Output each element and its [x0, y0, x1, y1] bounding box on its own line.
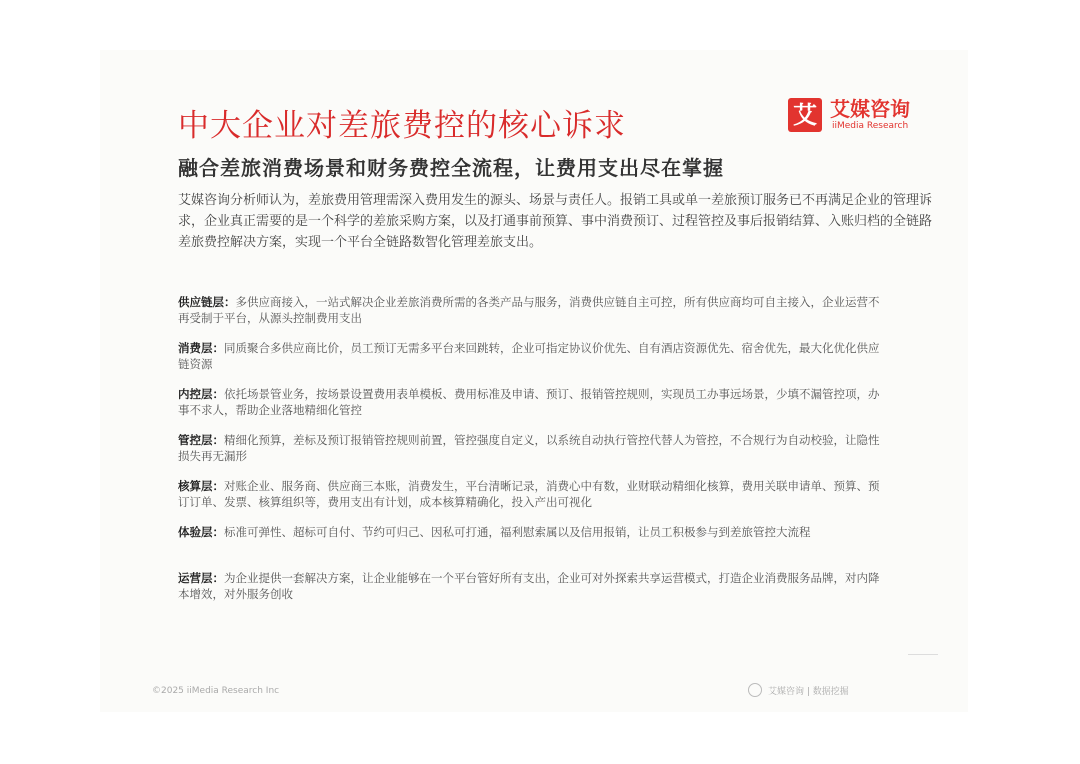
layer-description: 为企业提供一套解决方案，让企业能够在一个平台管好所有支出，企业可对外探索共享运营模式，打造企业消费服务品牌，对内降本增效，对外服务创收 [178, 571, 880, 601]
footer-copyright: ©2025 iiMedia Research Inc [152, 686, 280, 696]
logo-name-en: iiMedia Research [832, 121, 909, 131]
slide [100, 50, 968, 712]
layer-item [178, 432, 888, 478]
layer-name: 供应链层： [178, 295, 236, 309]
logo-name-cn: 艾媒咨询 [830, 97, 910, 121]
layer-item [178, 386, 888, 432]
layer-name: 内控层： [178, 387, 224, 401]
intro-paragraph: 艾媒咨询分析师认为，差旅费用管理需深入费用发生的源头、场景与责任人。报销工具或单一差旅预订服务已不再满足企业的管理诉求，企业真正需要的是一个科学的差旅采购方案，以及打通事前预算、事中消费预订、过程管控及事后报销结算、入账归档的全链路差旅费控解决方案，实现一个平台全链路数智化管理差旅支出。 [178, 193, 933, 250]
layer-description: 对账企业、服务商、供应商三本账，消费发生，平台清晰记录，消费心中有数，业财联动精细化核算，费用关联申请单、预算、预订订单、发票、核算组织等，费用支出有计划，成本核算精确化，投入产出可视化 [178, 479, 880, 509]
layer-item [178, 340, 888, 386]
layer-name: 管控层： [178, 433, 224, 447]
layer-item [178, 570, 888, 616]
footer-source [748, 682, 928, 698]
layer-item [178, 478, 888, 524]
layer-name: 消费层： [178, 341, 224, 355]
source-logo-icon [748, 683, 762, 697]
footer-source-text: 艾媒咨询 | 数据挖掘 [768, 687, 849, 697]
layer-description: 标准可弹性、超标可自付、节约可归己、因私可打通，福利慰索属以及信用报销，让员工积极参与到差旅管控大流程 [224, 525, 811, 539]
layer-name: 运营层： [178, 571, 224, 585]
layer-description: 依托场景管业务，按场景设置费用表单模板、费用标准及申请、预订、报销管控规则，实现员工办事远场景，少填不漏管控项，办事不求人，帮助企业落地精细化管控 [178, 387, 880, 417]
brand-logo [788, 98, 938, 138]
logo-mark-icon: 艾 [788, 98, 822, 132]
page-corner-divider [908, 654, 938, 669]
layer-name: 核算层： [178, 479, 224, 493]
layer-list [178, 294, 888, 616]
layer-description: 多供应商接入，一站式解决企业差旅消费所需的各类产品与服务，消费供应链自主可控，所有供应商均可自主接入，企业运营不再受制于平台，从源头控制费用支出 [178, 295, 880, 325]
page-subtitle: 融合差旅消费场景和财务费控全流程，让费用支出尽在掌握 [178, 156, 724, 180]
layer-description: 精细化预算，差标及预订报销管控规则前置，管控强度自定义，以系统自动执行管控代替人为管控，不合规行为自动校验，让隐性损失再无漏形 [178, 433, 880, 463]
page-title: 中大企业对差旅费控的核心诉求 [178, 108, 626, 144]
layer-item [178, 524, 888, 570]
layer-name: 体验层： [178, 525, 224, 539]
layer-item [178, 294, 888, 340]
layer-description: 同质聚合多供应商比价，员工预订无需多平台来回跳转，企业可指定协议价优先、自有酒店资源优先、宿舍优先，最大化优化供应链资源 [178, 341, 880, 371]
